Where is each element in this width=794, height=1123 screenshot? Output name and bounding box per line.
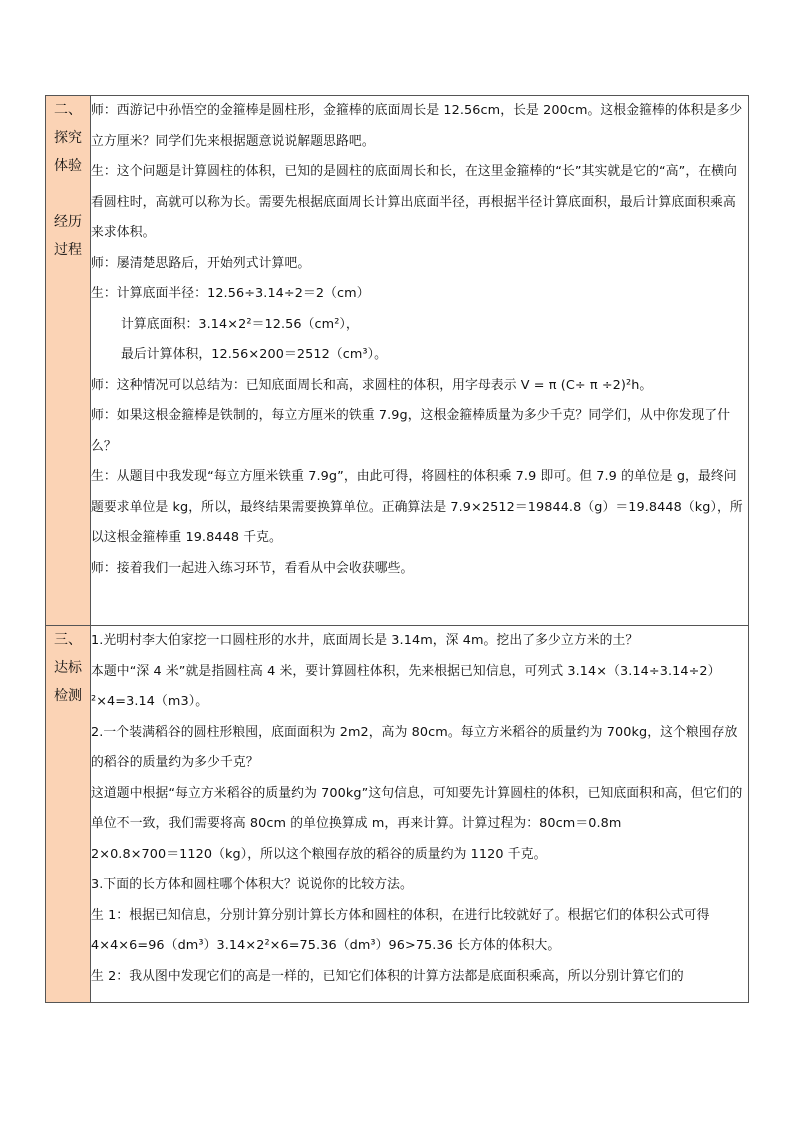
- lesson-plan-table: [45, 95, 749, 1003]
- paragraph: 本题中“深 4 米”就是指圆柱高 4 米，要计算圆柱体积，先来根据已知信息，可列式 3.14×（3.14÷3.14÷2）²×4=3.14（m3）。: [91, 663, 721, 709]
- label-line: 达标: [54, 660, 82, 676]
- label-line: 三、: [54, 632, 82, 648]
- paragraph: 2.一个装满稻谷的圆柱形粮囤，底面面积为 2m2，高为 80cm。每立方米稻谷的质量约为 700kg，这个粮囤存放的稻谷的质量约为多少千克？: [91, 724, 738, 770]
- paragraph: 生 2：我从图中发现它们的高是一样的，已知它们体积的计算方法都是底面积乘高，所以分别计算它们的: [91, 968, 684, 984]
- paragraph: 师：屡清楚思路后，开始列式计算吧。: [91, 255, 311, 271]
- label-line: 过程: [54, 242, 82, 258]
- label-line: 二、: [54, 102, 82, 118]
- label-spacer: [46, 180, 90, 208]
- paragraph: 生：这个问题是计算圆柱的体积，已知的是圆柱的底面周长和长，在这里金箍棒的“长”其实就是它的“高”，在横向看圆柱时，高就可以称为长。需要先根据底面周长计算出底面半径，再根据半径计算底面积，最后计算底面积乘高来求体积。: [91, 164, 737, 240]
- paragraph: 计算底面积：3.14×2²＝12.56（cm²），: [121, 316, 359, 332]
- label-line: 检测: [54, 688, 82, 704]
- section-content-test: [91, 626, 749, 1003]
- section-label-test: [46, 626, 91, 1003]
- paragraph: 师：西游记中孙悟空的金箍棒是圆柱形，金箍棒的底面周长是 12.56cm，长是 200cm。这根金箍棒的体积是多少立方厘米？同学们先来根据题意说说解题思路吧。: [91, 103, 743, 149]
- paragraph: 生：计算底面半径：12.56÷3.14÷2＝2（cm）: [91, 286, 370, 301]
- section-row-test: [46, 626, 749, 1003]
- label-line: 体验: [54, 158, 82, 174]
- label-line: 探究: [54, 130, 82, 146]
- section-label-explore: [46, 96, 91, 626]
- paragraph: 3.下面的长方体和圆柱哪个体积大？说说你的比较方法。: [91, 877, 413, 892]
- label-line: 经历: [54, 214, 82, 230]
- paragraph: 这道题中根据“每立方米稻谷的质量约为 700kg”这句信息，可知要先计算圆柱的体积，已知底面积和高，但它们的单位不一致，我们需要将高 80cm 的单位换算成 m，再来计算。计算过程为：80cm＝0.8m: [91, 785, 743, 831]
- paragraph: 生 1：根据已知信息，分别计算分别计算长方体和圆柱的体积，在进行比较就好了。根据它们的体积公式可得 4×4×6=96（dm³）3.14×2²×6=75.36（dm³）96>75.36 长方体的体积大。: [91, 907, 710, 953]
- section-row-explore: [46, 96, 749, 626]
- paragraph: 最后计算体积，12.56×200＝2512（cm³）。: [121, 347, 388, 362]
- paragraph: 2×0.8×700＝1120（kg），所以这个粮囤存放的稻谷的质量约为 1120 千克。: [91, 846, 547, 862]
- section-content-explore: [91, 96, 749, 626]
- paragraph: 师：接着我们一起进入练习环节，看看从中会收获哪些。: [91, 560, 414, 576]
- paragraph: 师：这种情况可以总结为：已知底面周长和高，求圆柱的体积，用字母表示 V = π (C÷ π ÷2)²h。: [91, 377, 653, 393]
- paragraph: 师：如果这根金箍棒是铁制的，每立方厘米的铁重 7.9g，这根金箍棒质量为多少千克？同学们，从中你发现了什么？: [91, 408, 731, 454]
- paragraph: 1.光明村李大伯家挖一口圆柱形的水井，底面周长是 3.14m，深 4m。挖出了多少立方米的土？: [91, 633, 639, 648]
- paragraph: 生：从题目中我发现“每立方厘米铁重 7.9g”，由此可得，将圆柱的体积乘 7.9 即可。但 7.9 的单位是 g，最终问题要求单位是 kg，所以，最终结果需要换算单位。正确算法是 7.9×2512＝19844.8（g）＝19.8448（kg），所以这根金箍棒重 19.8448 千克。: [91, 469, 743, 545]
